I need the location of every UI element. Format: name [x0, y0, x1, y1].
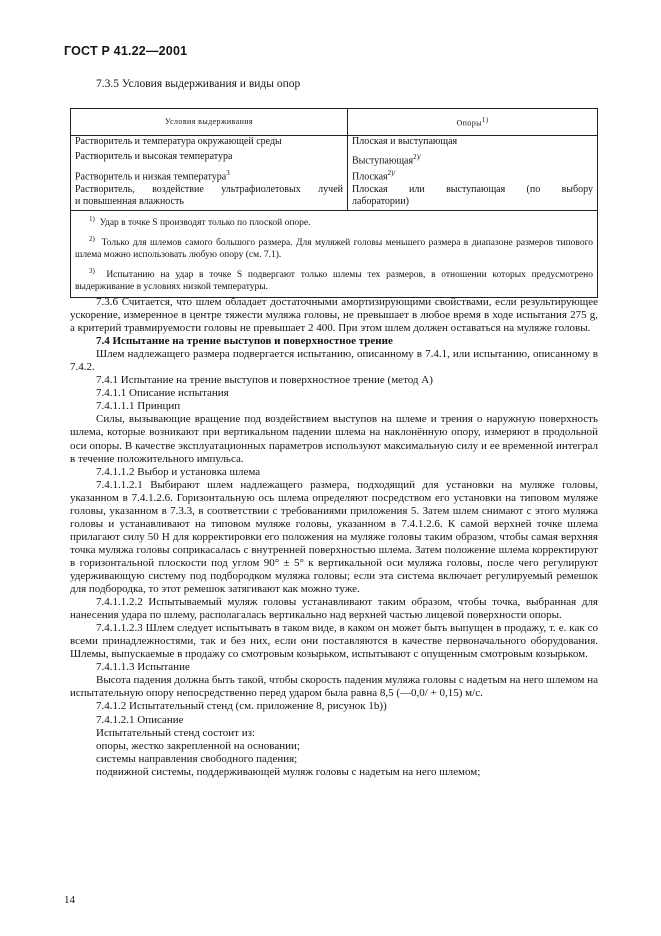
paragraph: Высота падения должна быть такой, чтобы скорость падения муляжа головы с надетым на него шлемом на испытательную опору непосредственно перед ударом была равна 8,5 (—0,0/ + 0,15) м/с. — [70, 674, 598, 700]
section-title: 7.3.5 Условия выдерживания и виды опор — [96, 78, 301, 90]
table-cell-support: Плоская или выступающая (по выбору лаборатории) — [348, 184, 598, 211]
paragraph: Испытательный стенд состоит из: — [96, 726, 255, 739]
table-cell-support: Плоская$^{2)/}$ — [348, 167, 598, 183]
table-row — [71, 184, 598, 211]
paragraph: 7.4.1.1.2.2 Испытываемый муляж головы устанавливают таким образом, чтобы точка, выбранная для нанесения удара по шлему, располагалась вертикально над верхней частью лицевой поверхности опоры. — [70, 596, 598, 622]
table-notes — [71, 210, 598, 297]
body-text — [70, 296, 598, 779]
table-cell-condition: Растворитель и низкая температура$^3$ — [71, 167, 348, 183]
paragraph: 7.4.1.1.1 Принцип — [96, 400, 181, 413]
table-cell-condition: Растворитель и температура окружающей среды — [71, 136, 348, 152]
list-item: опоры, жестко закрепленной на основании; — [96, 739, 300, 752]
table-header-conditions: Условия выдерживания — [71, 109, 348, 136]
table-row — [71, 136, 598, 152]
footnote-mark: 1) — [481, 116, 489, 125]
table-note: $^{1)}$ Удар в точке S производят только по плоской опоре. — [89, 214, 311, 228]
table-note: $^{2)}$ Только для шлемов самого большого размера. Для муляжей головы меньшего размера в диапазоне размеров типового шлема можно использовать любую опору (см. 7.1). — [75, 234, 593, 260]
paragraph: Силы, вызывающие вращение под воздействием выступов на шлеме и трения о наружную поверхность шлема, которые возникают при вертикальном падении шлема на наклонённую опору, измеряют в продольной оси опоры. В качестве эксплуатационных параметров используют максимальную силу и ее временной интеграл в течение положительного импульса. — [70, 413, 598, 465]
list-item: системы направления свободного падения; — [96, 752, 298, 765]
paragraph: 7.4.1.1 Описание испытания — [96, 387, 229, 400]
page-number: 14 — [64, 894, 75, 906]
table-row — [71, 167, 598, 183]
footnote-mark: 3 — [226, 169, 230, 178]
paragraph: 7.4.1.2 Испытательный стенд (см. приложение 8, рисунок 1b)) — [96, 700, 387, 713]
table-cell-support: Выступающая$^{2)/}$ — [348, 151, 598, 167]
table-row — [71, 151, 598, 167]
paragraph: 7.3.6 Считается, что шлем обладает достаточными амортизирующими свойствами, если результирующее ускорение, измеренное в центре тяжести муляжа головы, не превышает в любое время в ходе испытания 275 g, а критерий травмируемости головы не превышает 2 400. При этом шлем должен оставаться на муляже головы. — [70, 296, 598, 335]
paragraph: Шлем надлежащего размера подвергается испытанию, описанному в 7.4.1, или испытанию, описанному в 7.4.2. — [70, 348, 598, 374]
footnote-mark: 2)/ — [413, 153, 421, 161]
paragraph: 7.4.1.1.2 Выбор и установка шлема — [96, 465, 261, 478]
table-cell-condition: Растворитель и высокая температура — [71, 151, 348, 167]
table-header-row — [71, 109, 598, 136]
paragraph: 7.4.1.2.1 Описание — [96, 713, 184, 726]
paragraph: 7.4.1.1.2.1 Выбирают шлем надлежащего размера, подходящий для установки на муляже головы, указанном в 7.4.1.2.6. Горизонтальную ось шлема определяют посредством его установки на типовом муляже головы, указанном в 7.3.3, в соответствии с требованиями приложения 5. Затем шлем снимают с этого муляжа головы и устанавливают на типовом муляже головы, указанном в 7.4.1.2.6. К самой верхней точке шлема прилагают силу 50 Н для корректировки его положения на муляже головы таким образом, чтобы самая верхняя точка муляжа головы соприкасалась с внутренней поверхностью шлема. Затем положение шлема корректируют в горизонтальной плоскости под углом 90° ± 5° к вертикальной оси муляжа головы, после чего регулируют удерживающую систему под подбородком муляжа головы; если эта система включает регулируемый ремешок для подбородка, то этот ремешок затягивают как можно туже. — [70, 478, 598, 596]
table-header-supports: Опоры$^{1)}$ — [348, 109, 598, 136]
table-cell-condition: Растворитель, воздействие ультрафиолетовых лучей и повышенная влажность — [71, 184, 348, 211]
paragraph: 7.4.1.1.2.3 Шлем следует испытывать в таком виде, в каком он может быть выпущен в продажу, т. е. как со всеми принадлежностями, так и без них, если они поставляются в качестве первоначального оборудования. Шлемы, выпускаемые в продажу со смотровым козырьком, испытывают с опущенным смотровым козырьком. — [70, 622, 598, 661]
table-note: $^{3)}$ Испытанию на удар в точке S подвергают только шлемы тех размеров, в отношении которых предусмотрено выдерживание в условиях низкой температуры. — [75, 266, 593, 293]
section-heading: 7.4 Испытание на трение выступов и поверхностное трение — [96, 335, 393, 348]
document-header: ГОСТ Р 41.22—2001 — [64, 44, 188, 58]
footnote-mark: 2)/ — [387, 169, 396, 178]
table-cell-support: Плоская и выступающая — [348, 136, 598, 152]
paragraph: 7.4.1.1.3 Испытание — [96, 661, 190, 674]
table-notes-row — [71, 210, 598, 297]
list-item: подвижной системы, поддерживающей муляж головы с надетым на него шлемом; — [96, 765, 481, 778]
conditions-table — [70, 108, 598, 298]
paragraph: 7.4.1 Испытание на трение выступов и поверхностное трение (метод А) — [96, 374, 433, 387]
